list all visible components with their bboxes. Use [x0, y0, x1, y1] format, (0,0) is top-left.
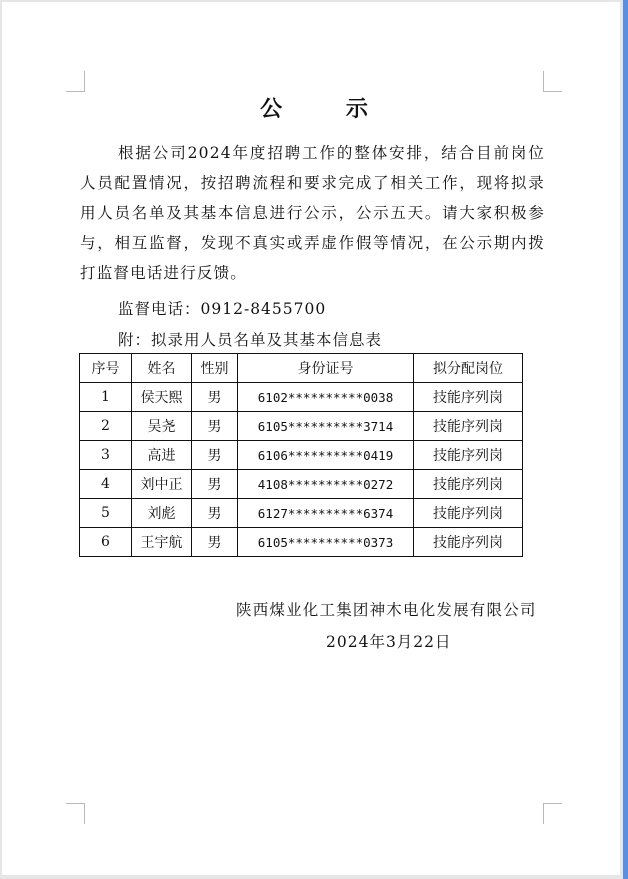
annex-label: 附：拟录用人员名单及其基本信息表 [118, 331, 383, 349]
cell-position: 技能序列岗 [414, 412, 523, 441]
cell-id-number: 4108**********0272 [238, 470, 414, 499]
scrollbar-edge[interactable] [623, 0, 628, 879]
signature-date: 2024年3月22日 [326, 633, 452, 651]
header-gender: 性别 [192, 354, 238, 383]
header-position: 拟分配岗位 [414, 354, 523, 383]
document-title: 公 示 [260, 96, 396, 122]
cell-gender: 男 [192, 528, 238, 557]
cell-seq: 5 [80, 499, 132, 528]
cell-seq: 1 [80, 383, 132, 412]
cell-seq: 6 [80, 528, 132, 557]
table-row [80, 499, 523, 528]
cell-name: 刘彪 [132, 499, 192, 528]
cell-gender: 男 [192, 441, 238, 470]
table-row [80, 528, 523, 557]
cell-seq: 3 [80, 441, 132, 470]
corner-mark-top-right [543, 71, 562, 92]
header-seq: 序号 [80, 354, 132, 383]
corner-mark-top-left [66, 71, 85, 92]
cell-name: 刘中正 [132, 470, 192, 499]
cell-name: 吴尧 [132, 412, 192, 441]
corner-mark-bottom-left [66, 803, 85, 824]
signature-organization: 陕西煤业化工集团神木电化发展有限公司 [236, 601, 537, 619]
cell-position: 技能序列岗 [414, 528, 523, 557]
cell-id-number: 6102**********0038 [238, 383, 414, 412]
cell-seq: 2 [80, 412, 132, 441]
candidate-table [79, 353, 523, 557]
table-row [80, 441, 523, 470]
cell-name: 侯天熙 [132, 383, 192, 412]
table-row [80, 412, 523, 441]
cell-position: 技能序列岗 [414, 441, 523, 470]
corner-mark-bottom-right [543, 803, 562, 824]
cell-id-number: 6127**********6374 [238, 499, 414, 528]
table-row [80, 383, 523, 412]
body-paragraph: 根据公司2024年度招聘工作的整体安排，结合目前岗位人员配置情况，按招聘流程和要求完成了相关工作，现将拟录用人员名单及其基本信息进行公示，公示五天。请大家积极参与，相互监督，发现不真实或弄虚作假等情况，在公示期内拨打监督电话进行反馈。 [80, 144, 545, 282]
cell-gender: 男 [192, 499, 238, 528]
supervision-phone-label: 监督电话： [118, 300, 201, 318]
cell-name: 王宇航 [132, 528, 192, 557]
cell-gender: 男 [192, 383, 238, 412]
header-id-number: 身份证号 [238, 354, 414, 383]
header-name: 姓名 [132, 354, 192, 383]
cell-seq: 4 [80, 470, 132, 499]
cell-id-number: 6106**********0419 [238, 441, 414, 470]
cell-position: 技能序列岗 [414, 499, 523, 528]
table-row [80, 470, 523, 499]
cell-id-number: 6105**********3714 [238, 412, 414, 441]
cell-name: 高进 [132, 441, 192, 470]
cell-id-number: 6105**********0373 [238, 528, 414, 557]
supervision-phone-line [118, 297, 326, 319]
cell-position: 技能序列岗 [414, 383, 523, 412]
supervision-phone-number: 0912-8455700 [200, 300, 327, 318]
cell-gender: 男 [192, 470, 238, 499]
cell-position: 技能序列岗 [414, 470, 523, 499]
table-header-row [80, 354, 523, 383]
cell-gender: 男 [192, 412, 238, 441]
